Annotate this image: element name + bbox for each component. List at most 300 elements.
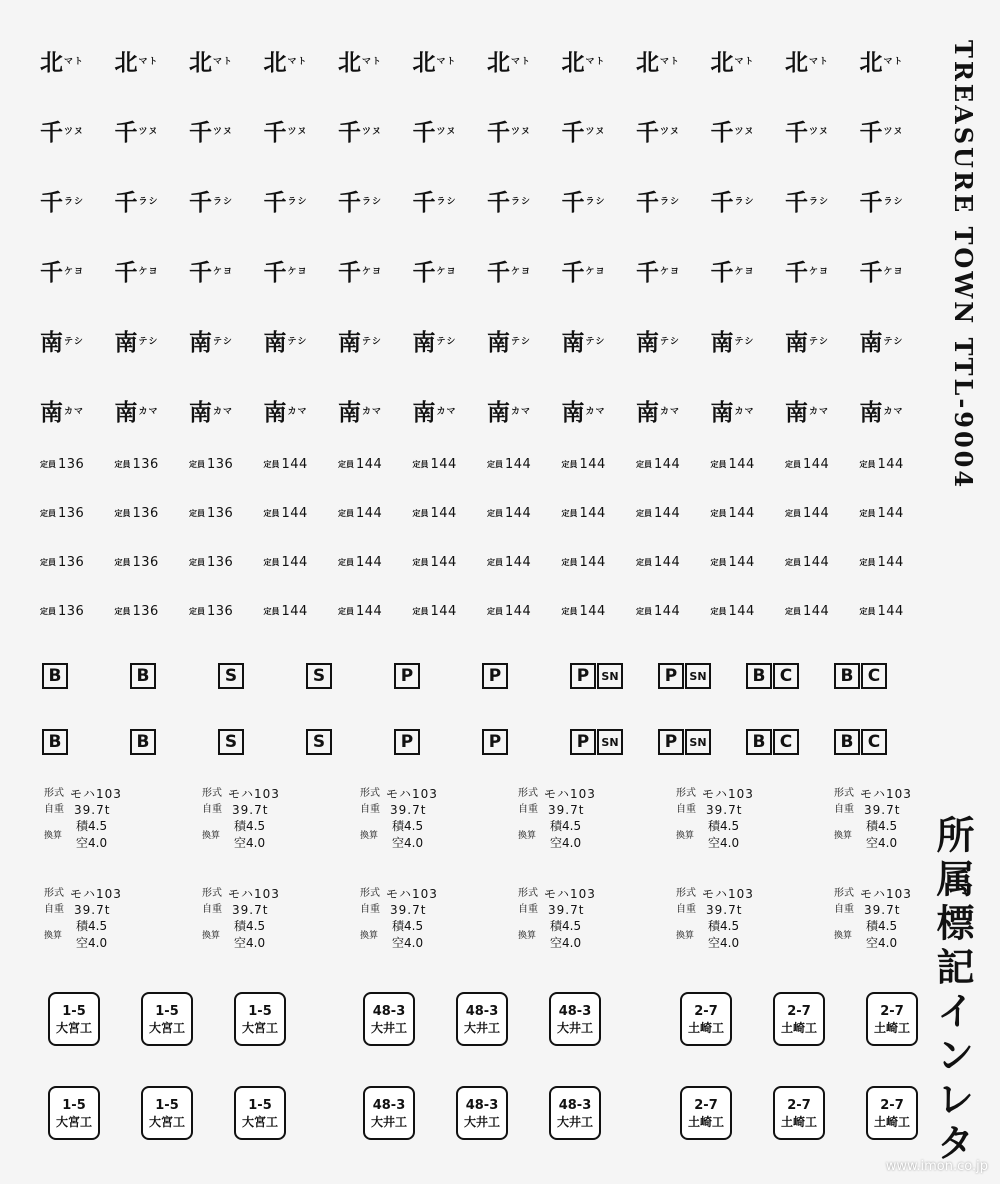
- station-kanji: 南: [189, 329, 211, 356]
- station-mark: [338, 305, 413, 375]
- capacity-mark: [40, 440, 115, 489]
- station-kana: カマ: [511, 406, 532, 417]
- station-mark: [115, 25, 190, 95]
- capacity-label: 定員: [263, 460, 280, 469]
- capacity-number: 144: [654, 604, 681, 619]
- spec-conv-row: [518, 918, 676, 952]
- station-kana: ラシ: [883, 196, 904, 207]
- spec-type-row: [360, 786, 518, 802]
- station-mark: [636, 375, 711, 445]
- station-kana: ツヌ: [809, 126, 829, 137]
- capacity-mark: [487, 587, 562, 636]
- spec-weight: 39.7t: [74, 903, 111, 917]
- station-kanji: 千: [785, 189, 807, 216]
- capacity-number: 144: [579, 457, 606, 472]
- station-mark: [40, 165, 115, 235]
- capacity-number: 136: [207, 457, 234, 472]
- capacity-label: 定員: [412, 607, 429, 616]
- badge-mark: [658, 643, 746, 709]
- capacity-label: 定員: [710, 558, 727, 567]
- spec-weight-row: [676, 902, 834, 918]
- capacity-mark: [189, 587, 264, 636]
- station-kanji: 北: [710, 49, 733, 76]
- capacity-label: 定員: [710, 509, 727, 518]
- plate-works: 大宮工: [55, 1114, 92, 1129]
- station-mark: [189, 165, 264, 235]
- capacity-label: 定員: [785, 558, 801, 567]
- spec-model: モハ103: [386, 887, 438, 901]
- spec-empty: 空4.0: [392, 936, 424, 950]
- station-kana: カマ: [138, 406, 159, 417]
- spec-weight-label: 自重: [44, 904, 64, 915]
- capacity-mark: [413, 489, 488, 538]
- capacity-label: 定員: [114, 607, 131, 616]
- station-kana: ツヌ: [64, 126, 84, 137]
- spec-model: モハ103: [860, 887, 912, 901]
- station-mark: [40, 235, 115, 305]
- spec-type-row: [360, 886, 518, 902]
- capacity-mark: [860, 489, 935, 538]
- plate-number: 48-3: [558, 1097, 592, 1113]
- station-mark: [785, 165, 860, 235]
- spec-type-label: 形式: [676, 888, 696, 899]
- station-kana: マト: [809, 56, 830, 67]
- spec-type-label: 形式: [360, 888, 380, 899]
- capacity-mark: [785, 440, 860, 489]
- station-mark: [562, 305, 637, 375]
- capacity-label: 定員: [859, 607, 876, 616]
- spec-loaded: 積4.5: [392, 819, 424, 833]
- station-kanji: 千: [561, 189, 584, 216]
- plate-number: 1-5: [155, 1097, 179, 1113]
- spec-block: [44, 886, 202, 986]
- badge-letter: SN: [685, 663, 711, 689]
- plate-works: 土崎工: [780, 1114, 817, 1129]
- station-kanji: 千: [487, 119, 509, 146]
- badge-mark: [130, 709, 218, 775]
- station-mark: [636, 165, 711, 235]
- station-kana: テシ: [660, 336, 680, 347]
- spec-type-row: [44, 886, 202, 902]
- spec-weight-label: 自重: [360, 904, 380, 915]
- product-title: 所属標記インレタ: [930, 815, 974, 1167]
- badge-mark: [570, 643, 658, 709]
- station-kana: ラシ: [734, 196, 755, 207]
- station-mark: [40, 305, 115, 375]
- badge-mark: [482, 709, 570, 775]
- spec-type-label: 形式: [202, 788, 222, 799]
- station-kana: ツヌ: [287, 126, 308, 137]
- capacity-mark: [711, 440, 786, 489]
- capacity-number: 136: [58, 604, 85, 619]
- station-mark: [413, 235, 488, 305]
- capacity-label: 定員: [412, 558, 429, 567]
- station-kana: テシ: [511, 336, 531, 347]
- capacity-label: 定員: [636, 558, 652, 567]
- plate-number: 1-5: [248, 1097, 272, 1113]
- spec-weight-label: 自重: [202, 804, 222, 815]
- capacity-mark: [189, 489, 264, 538]
- station-kanji: 南: [338, 399, 360, 426]
- station-mark: [264, 305, 339, 375]
- station-mark: [338, 95, 413, 165]
- capacity-label: 定員: [40, 607, 56, 616]
- badge-letter: S: [306, 663, 332, 689]
- spec-conv-row: [44, 918, 202, 952]
- capacity-number: 144: [356, 604, 383, 619]
- station-mark: [115, 375, 190, 445]
- badge-mark: [834, 709, 922, 775]
- capacity-number: 144: [356, 457, 383, 472]
- badge-mark: [306, 709, 394, 775]
- plate-works: 大宮工: [148, 1114, 185, 1129]
- spec-weight: 39.7t: [548, 803, 585, 817]
- spec-weight-row: [202, 902, 360, 918]
- plate-works: 大井工: [370, 1114, 407, 1129]
- station-kanji: 南: [636, 399, 658, 426]
- capacity-mark: [860, 587, 935, 636]
- capacity-mark: [562, 489, 637, 538]
- station-mark: [711, 165, 786, 235]
- station-kanji: 千: [189, 119, 211, 146]
- plate-works: 大宮工: [241, 1114, 278, 1129]
- spec-model: モハ103: [228, 787, 280, 801]
- spec-weight: 39.7t: [864, 903, 901, 917]
- capacity-label: 定員: [263, 509, 280, 518]
- station-kanji: 北: [338, 49, 360, 76]
- spec-weight-label: 自重: [676, 804, 696, 815]
- capacity-mark: [711, 489, 786, 538]
- spec-type-row: [676, 886, 834, 902]
- badge-group: [834, 663, 887, 689]
- spec-conv-row: [360, 918, 518, 952]
- plate-number: 1-5: [155, 1003, 179, 1019]
- badge-letter: P: [394, 729, 420, 755]
- station-mark: [413, 375, 488, 445]
- badge-letter: S: [218, 729, 244, 755]
- station-kana: ラシ: [511, 196, 532, 207]
- station-kana: ラシ: [64, 196, 85, 207]
- spec-weight: 39.7t: [864, 803, 901, 817]
- capacity-number: 144: [430, 555, 457, 570]
- spec-empty: 空4.0: [550, 936, 582, 950]
- station-kanji: 南: [412, 329, 435, 356]
- plate-works: 土崎工: [687, 1114, 724, 1129]
- station-kanji: 南: [114, 399, 137, 426]
- spec-conv-row: [360, 818, 518, 852]
- station-kana: ラシ: [660, 196, 681, 207]
- spec-conv-label: 換算: [202, 831, 221, 841]
- badge-letter: B: [130, 729, 156, 755]
- spec-conv-label: 換算: [676, 831, 695, 841]
- badge-letter: B: [42, 663, 68, 689]
- badge-group: [482, 663, 508, 689]
- spec-type-row: [518, 886, 676, 902]
- badge-group: [570, 663, 623, 689]
- capacity-mark: [338, 538, 413, 587]
- capacity-mark: [40, 489, 115, 538]
- spec-type-row: [518, 786, 676, 802]
- station-mark: [711, 25, 786, 95]
- station-kana: ツヌ: [660, 126, 680, 137]
- capacity-label: 定員: [561, 509, 578, 518]
- capacity-number: 136: [132, 506, 159, 521]
- capacity-label: 定員: [40, 509, 56, 518]
- spec-type-row: [202, 786, 360, 802]
- capacity-label: 定員: [189, 460, 205, 469]
- station-kana: テシ: [436, 336, 457, 347]
- spec-type-label: 形式: [44, 788, 64, 799]
- spec-empty: 空4.0: [708, 836, 740, 850]
- capacity-marks-grid: [40, 440, 930, 636]
- capacity-label: 定員: [636, 607, 652, 616]
- works-plate: [363, 1086, 415, 1140]
- works-plate: [234, 1086, 286, 1140]
- spec-plates-grid: [44, 786, 924, 986]
- spec-loaded: 積4.5: [234, 819, 266, 833]
- spec-loaded: 積4.5: [550, 819, 582, 833]
- station-mark: [487, 235, 562, 305]
- station-kana: ケヨ: [287, 266, 308, 277]
- badge-group: [306, 663, 332, 689]
- capacity-mark: [785, 489, 860, 538]
- badge-group: [218, 729, 244, 755]
- works-plate: [773, 992, 825, 1046]
- badge-letter: C: [773, 729, 799, 755]
- spec-empty: 空4.0: [392, 836, 424, 850]
- station-kana: ツヌ: [138, 126, 159, 137]
- station-mark: [636, 95, 711, 165]
- spec-weight: 39.7t: [232, 903, 269, 917]
- station-kanji: 南: [561, 399, 584, 426]
- capacity-label: 定員: [487, 460, 503, 469]
- capacity-label: 定員: [338, 558, 354, 567]
- station-kana: カマ: [213, 406, 234, 417]
- spec-weight: 39.7t: [232, 803, 269, 817]
- spec-loaded: 積4.5: [866, 819, 898, 833]
- spec-weight: 39.7t: [706, 803, 743, 817]
- spec-empty: 空4.0: [76, 936, 108, 950]
- spec-block: [676, 886, 834, 986]
- station-kanji: 南: [263, 329, 286, 356]
- station-kanji: 北: [636, 49, 658, 76]
- spec-model: モハ103: [860, 787, 912, 801]
- capacity-mark: [487, 538, 562, 587]
- capacity-number: 136: [132, 604, 159, 619]
- station-kana: テシ: [585, 336, 606, 347]
- capacity-number: 136: [132, 457, 159, 472]
- station-kanji: 千: [859, 189, 882, 216]
- capacity-label: 定員: [487, 558, 503, 567]
- capacity-label: 定員: [412, 460, 429, 469]
- station-mark: [189, 95, 264, 165]
- station-kana: マト: [734, 56, 755, 67]
- plate-number: 2-7: [694, 1003, 718, 1019]
- station-kanji: 千: [189, 259, 211, 286]
- spec-empty: 空4.0: [234, 836, 266, 850]
- capacity-mark: [562, 440, 637, 489]
- spec-conv-row: [44, 818, 202, 852]
- capacity-number: 144: [728, 457, 755, 472]
- badge-letter: B: [746, 729, 772, 755]
- station-kana: マト: [436, 56, 457, 67]
- station-kanji: 千: [263, 189, 286, 216]
- station-mark: [487, 165, 562, 235]
- works-plate: [549, 992, 601, 1046]
- capacity-label: 定員: [785, 509, 801, 518]
- station-kanji: 千: [189, 189, 211, 216]
- spec-type-label: 形式: [834, 888, 854, 899]
- capacity-number: 144: [803, 604, 830, 619]
- badge-letter: C: [773, 663, 799, 689]
- capacity-number: 136: [207, 604, 234, 619]
- station-kana: カマ: [883, 406, 904, 417]
- station-kanji: 千: [412, 189, 435, 216]
- badge-letter: S: [306, 729, 332, 755]
- spec-weight-row: [360, 802, 518, 818]
- badge-marks-grid: [42, 643, 922, 775]
- works-plate: [680, 1086, 732, 1140]
- station-kana: ラシ: [213, 196, 234, 207]
- station-kanji: 千: [114, 259, 137, 286]
- station-kana: マト: [362, 56, 383, 67]
- plate-works: 土崎工: [687, 1020, 724, 1035]
- station-mark: [711, 235, 786, 305]
- plate-number: 2-7: [787, 1097, 811, 1113]
- spec-weight-row: [202, 802, 360, 818]
- station-mark: [264, 235, 339, 305]
- station-mark: [636, 305, 711, 375]
- capacity-mark: [40, 538, 115, 587]
- spec-weight-label: 自重: [518, 804, 538, 815]
- capacity-number: 136: [58, 457, 85, 472]
- badge-letter: P: [482, 729, 508, 755]
- spec-conv-label: 換算: [360, 931, 379, 941]
- spec-weight-label: 自重: [676, 904, 696, 915]
- capacity-number: 144: [430, 457, 457, 472]
- spec-conv-label: 換算: [518, 931, 537, 941]
- capacity-number: 144: [505, 506, 532, 521]
- station-kanji: 北: [785, 49, 807, 76]
- works-plate: [773, 1086, 825, 1140]
- station-mark: [785, 305, 860, 375]
- station-kana: ケヨ: [213, 266, 234, 277]
- station-kana: カマ: [362, 406, 383, 417]
- station-kana: ラシ: [809, 196, 830, 207]
- badge-mark: [394, 709, 482, 775]
- station-kana: カマ: [287, 406, 308, 417]
- capacity-label: 定員: [338, 460, 354, 469]
- spec-weight: 39.7t: [390, 903, 427, 917]
- station-kana: ラシ: [436, 196, 457, 207]
- station-kanji: 千: [785, 259, 807, 286]
- spec-model: モハ103: [70, 887, 122, 901]
- spec-empty: 空4.0: [866, 936, 898, 950]
- station-kanji: 北: [412, 49, 435, 76]
- capacity-number: 136: [58, 506, 85, 521]
- station-kanji: 千: [636, 189, 658, 216]
- capacity-mark: [562, 538, 637, 587]
- capacity-label: 定員: [636, 509, 652, 518]
- plate-works: 大宮工: [55, 1020, 92, 1035]
- spec-block: [360, 786, 518, 886]
- capacity-label: 定員: [338, 509, 354, 518]
- station-kanji: 千: [338, 189, 360, 216]
- station-kanji: 千: [785, 119, 807, 146]
- capacity-number: 144: [877, 555, 904, 570]
- capacity-label: 定員: [114, 558, 131, 567]
- capacity-mark: [338, 489, 413, 538]
- station-mark: [860, 95, 935, 165]
- station-kanji: 千: [412, 259, 435, 286]
- capacity-number: 136: [207, 555, 234, 570]
- plate-number: 48-3: [558, 1003, 592, 1019]
- station-kanji: 千: [40, 189, 62, 216]
- station-kanji: 南: [114, 329, 137, 356]
- capacity-label: 定員: [40, 558, 56, 567]
- station-mark: [189, 305, 264, 375]
- capacity-number: 144: [728, 604, 755, 619]
- capacity-mark: [264, 587, 339, 636]
- spec-weight-label: 自重: [834, 904, 854, 915]
- station-mark: [264, 25, 339, 95]
- plate-works: 土崎工: [780, 1020, 817, 1035]
- station-mark: [115, 305, 190, 375]
- capacity-number: 144: [728, 506, 755, 521]
- station-kanji: 南: [263, 399, 286, 426]
- capacity-label: 定員: [561, 558, 578, 567]
- plate-works: 大井工: [463, 1020, 500, 1035]
- station-mark: [636, 235, 711, 305]
- station-kana: カマ: [660, 406, 681, 417]
- capacity-mark: [115, 440, 190, 489]
- station-mark: [860, 375, 935, 445]
- station-mark: [785, 235, 860, 305]
- badge-mark: [42, 709, 130, 775]
- station-kana: テシ: [287, 336, 308, 347]
- station-mark: [115, 235, 190, 305]
- plate-number: 48-3: [465, 1097, 499, 1113]
- badge-group: [42, 729, 68, 755]
- capacity-number: 144: [579, 604, 606, 619]
- spec-empty: 空4.0: [866, 836, 898, 850]
- capacity-label: 定員: [785, 460, 801, 469]
- badge-letter: P: [658, 663, 684, 689]
- capacity-mark: [338, 440, 413, 489]
- spec-conv-label: 換算: [360, 831, 379, 841]
- spec-weight-row: [44, 802, 202, 818]
- capacity-mark: [264, 489, 339, 538]
- spec-weight: 39.7t: [74, 803, 111, 817]
- station-kana: ラシ: [362, 196, 383, 207]
- station-kana: マト: [883, 56, 904, 67]
- capacity-label: 定員: [636, 460, 652, 469]
- spec-empty: 空4.0: [550, 836, 582, 850]
- station-kanji: 南: [338, 329, 360, 356]
- capacity-number: 144: [579, 555, 606, 570]
- capacity-label: 定員: [561, 607, 578, 616]
- capacity-label: 定員: [40, 460, 56, 469]
- station-mark: [562, 25, 637, 95]
- capacity-mark: [785, 587, 860, 636]
- station-mark: [785, 25, 860, 95]
- capacity-number: 144: [505, 457, 532, 472]
- station-kana: テシ: [809, 336, 829, 347]
- plate-number: 48-3: [465, 1003, 499, 1019]
- spec-type-label: 形式: [834, 788, 854, 799]
- spec-loaded: 積4.5: [76, 919, 108, 933]
- works-plate: [456, 1086, 508, 1140]
